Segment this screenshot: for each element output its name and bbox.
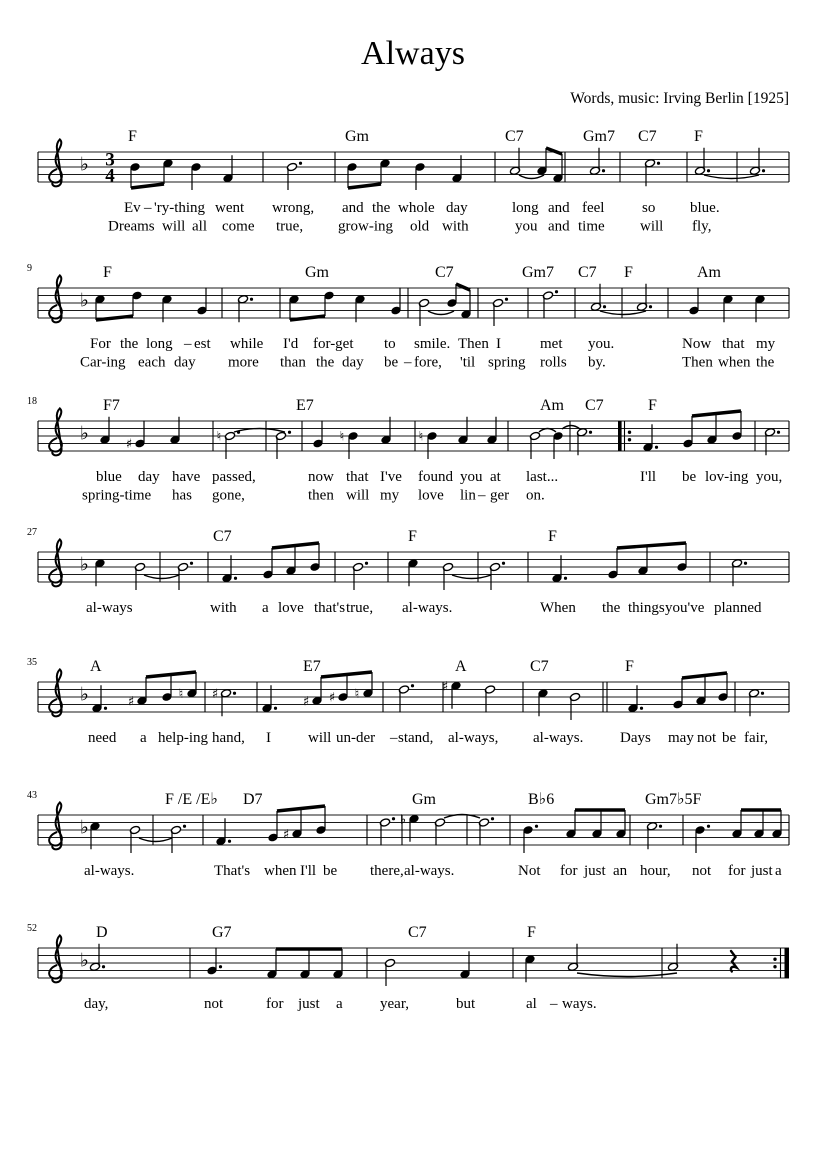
- measure-number: 35: [27, 657, 37, 668]
- staff-system-5: [27, 657, 789, 746]
- lyric-syllable-v1: for: [728, 863, 746, 879]
- lyric-syllable-v1: al-ways.: [533, 730, 584, 746]
- lyric-syllable-v1: al-ways.: [402, 600, 453, 616]
- accidental-#: ♯: [441, 679, 449, 695]
- augmentation-dot: [102, 965, 105, 968]
- chord-symbol: F: [548, 528, 557, 545]
- time-signature-denominator: 4: [105, 165, 115, 187]
- lyric-syllable-v2: will: [640, 218, 664, 235]
- lyric-syllable-v1: not: [204, 996, 224, 1012]
- lyric-syllable-v2: by.: [588, 354, 606, 371]
- lyric-syllable-v1: stand,: [398, 730, 434, 746]
- lyric-syllable-v2: spring-time: [82, 487, 152, 504]
- lyric-syllable-v1: for: [560, 863, 578, 879]
- lyric-syllable-v1: the: [372, 200, 391, 216]
- repeat-dot: [628, 431, 631, 434]
- lyric-syllable-v1: you've: [665, 600, 705, 616]
- lyric-syllable-v2: more: [228, 354, 259, 371]
- lyric-syllable-v1: there,: [370, 863, 404, 879]
- lyric-syllable-v1: –: [550, 996, 558, 1012]
- lyric-syllable-v1: wrong,: [272, 200, 315, 216]
- lyric-syllable-v1: smile.: [414, 336, 451, 352]
- augmentation-dot: [233, 692, 236, 695]
- accidental-#: ♯: [302, 694, 310, 710]
- lyric-syllable-v2: day: [174, 354, 196, 371]
- lyric-syllable-v1: while: [230, 336, 264, 352]
- accidental-#: ♯: [282, 827, 290, 843]
- composer-credit: Words, music: Irving Berlin [1925]: [570, 90, 789, 107]
- lyric-syllable-v1: Ev: [124, 200, 141, 216]
- lyric-syllable-v1: not: [692, 863, 712, 879]
- lyric-syllable-v2: spring: [488, 354, 526, 371]
- lyric-syllable-v2: Car-ing: [80, 354, 126, 371]
- lyric-syllable-v2: lin: [460, 487, 476, 504]
- lyric-syllable-v1: an: [613, 863, 628, 879]
- chord-symbol: Gm7♭5F: [645, 791, 702, 808]
- tie: [234, 429, 285, 433]
- lyric-syllable-v2: will: [346, 487, 370, 504]
- lyric-syllable-v2: rolls: [540, 354, 567, 371]
- beam: [348, 184, 381, 188]
- lyric-syllable-v1: when: [264, 863, 297, 879]
- augmentation-dot: [762, 169, 765, 172]
- lyric-syllable-v1: Now: [682, 336, 712, 352]
- augmentation-dot: [659, 825, 662, 828]
- measure-number: 9: [27, 263, 32, 274]
- augmentation-dot: [491, 817, 494, 820]
- lyric-syllable-v1: a: [262, 600, 269, 616]
- lyric-syllable-v1: and: [548, 200, 570, 216]
- lyric-syllable-v2: Dreams: [108, 218, 155, 235]
- lyric-syllable-v1: Days: [620, 730, 651, 746]
- augmentation-dot: [288, 431, 291, 434]
- key-signature-flat: ♭: [80, 153, 89, 176]
- lyric-syllable-v2: will: [162, 218, 186, 235]
- chord-symbol: F /E /E♭: [165, 791, 218, 808]
- accidental-n: ♮: [418, 429, 424, 445]
- lyric-syllable-v2: the: [316, 354, 335, 371]
- augmentation-dot: [505, 298, 508, 301]
- lyric-syllable-v2: on.: [526, 487, 545, 504]
- lyric-syllable-v1: have: [172, 469, 201, 485]
- lyric-syllable-v1: met: [540, 336, 563, 352]
- augmentation-dot: [761, 692, 764, 695]
- chord-symbol: C7: [213, 528, 232, 545]
- lyric-syllable-v2: –: [478, 487, 486, 504]
- lyric-syllable-v1: day: [446, 200, 468, 216]
- quarter-rest: [731, 951, 737, 972]
- lyric-syllable-v2: –: [404, 354, 412, 371]
- lyric-syllable-v2: love: [418, 487, 444, 504]
- lyric-syllable-v1: hour,: [640, 863, 671, 879]
- treble-clef-icon: [49, 935, 62, 982]
- lyric-syllable-v1: When: [540, 600, 576, 616]
- accidental-n: ♮: [354, 686, 360, 702]
- lyric-syllable-v2: you: [515, 218, 538, 235]
- measure-number: 27: [27, 527, 37, 538]
- lyric-syllable-v1: that: [346, 469, 369, 485]
- chord-symbol: F: [694, 128, 703, 145]
- lyric-syllable-v1: passed,: [212, 469, 256, 485]
- lyric-syllable-v1: just: [584, 863, 606, 879]
- lyric-syllable-v2: with: [442, 218, 469, 235]
- repeat-dot: [773, 965, 776, 968]
- chord-symbol: G7: [212, 924, 232, 941]
- lyric-syllable-v1: That's: [214, 863, 251, 879]
- chord-symbol: Am: [697, 264, 721, 281]
- treble-clef-icon: [49, 802, 62, 849]
- lyric-syllable-v1: went: [215, 200, 245, 216]
- accidental-n: ♮: [216, 429, 222, 445]
- accidental-#: ♯: [127, 694, 135, 710]
- lyric-syllable-v1: –: [144, 200, 152, 216]
- lyric-syllable-v2: 'til: [460, 354, 476, 371]
- augmentation-dot: [219, 965, 222, 968]
- lyric-syllable-v1: I've: [380, 469, 402, 485]
- lyric-syllable-v1: last...: [526, 469, 559, 485]
- chord-symbol: C7: [638, 128, 657, 145]
- key-signature-flat: ♭: [80, 422, 89, 445]
- augmentation-dot: [640, 707, 643, 710]
- lyric-syllable-v1: planned: [714, 600, 762, 616]
- tie: [139, 838, 172, 842]
- augmentation-dot: [411, 684, 414, 687]
- repeat-dot: [773, 958, 776, 961]
- lyric-syllable-v1: al: [526, 996, 537, 1012]
- lyric-syllable-v1: Then: [458, 336, 489, 352]
- augmentation-dot: [535, 825, 538, 828]
- lyric-syllable-v1: un-der: [336, 730, 376, 746]
- lyric-syllable-v1: true,: [346, 600, 374, 616]
- lyric-syllable-v1: I'd: [283, 336, 299, 352]
- augmentation-dot: [589, 431, 592, 434]
- tie: [539, 429, 556, 433]
- key-signature-flat: ♭: [80, 553, 89, 576]
- beam: [290, 316, 325, 320]
- lyric-syllable-v1: 'ry-thing: [154, 200, 206, 216]
- lyric-syllable-v1: to: [384, 336, 396, 352]
- chord-symbol: Gm: [305, 264, 329, 281]
- beam: [96, 316, 133, 320]
- lyric-syllable-v2: true,: [276, 218, 304, 235]
- lyric-syllable-v1: be: [722, 730, 737, 746]
- augmentation-dot: [365, 562, 368, 565]
- treble-clef-icon: [49, 539, 62, 586]
- lyric-syllable-v1: a: [140, 730, 147, 746]
- beam: [617, 543, 686, 548]
- systems-container: [27, 128, 789, 1012]
- lyric-syllable-v2: time: [578, 218, 605, 235]
- chord-symbol: A: [455, 658, 467, 675]
- augmentation-dot: [299, 162, 302, 165]
- lyric-syllable-v2: has: [172, 487, 192, 504]
- lyric-syllable-v1: found: [418, 469, 453, 485]
- chord-symbol: F: [648, 397, 657, 414]
- lyric-syllable-v1: day: [138, 469, 160, 485]
- augmentation-dot: [564, 577, 567, 580]
- accidental-b: ♭: [399, 812, 407, 828]
- beam: [546, 148, 562, 154]
- piece-title: Always: [361, 35, 465, 72]
- lyric-syllable-v1: just: [751, 863, 773, 879]
- lyric-syllable-v1: be: [323, 863, 338, 879]
- staff-system-6: [27, 790, 789, 879]
- chord-symbol: D: [96, 924, 108, 941]
- lyric-syllable-v1: you: [460, 469, 483, 485]
- lyric-syllable-v1: al-ways,: [448, 730, 499, 746]
- lyric-syllable-v1: I: [496, 336, 501, 352]
- lyric-syllable-v1: things: [628, 600, 665, 616]
- lyric-syllable-v1: lov-ing: [705, 469, 749, 485]
- lyric-syllable-v2: when: [718, 354, 751, 371]
- measure-number: 18: [27, 396, 37, 407]
- chord-symbol: D7: [243, 791, 263, 808]
- augmentation-dot: [649, 305, 652, 308]
- chord-symbol: C7: [505, 128, 524, 145]
- lyric-syllable-v1: that: [722, 336, 745, 352]
- accidental-#: ♯: [211, 686, 219, 702]
- chord-symbol: C7: [435, 264, 454, 281]
- lyric-syllable-v1: you.: [588, 336, 615, 352]
- augmentation-dot: [228, 840, 231, 843]
- staff-system-7: [27, 923, 789, 1012]
- lyric-syllable-v2: the: [756, 354, 775, 371]
- lyric-syllable-v2: Then: [682, 354, 713, 371]
- accidental-#: ♯: [328, 690, 336, 706]
- augmentation-dot: [603, 305, 606, 308]
- treble-clef-icon: [49, 275, 62, 322]
- chord-symbol: C7: [585, 397, 604, 414]
- key-signature-flat: ♭: [80, 289, 89, 312]
- lyric-syllable-v1: so: [642, 200, 656, 216]
- augmentation-dot: [707, 169, 710, 172]
- lyric-syllable-v2: than: [280, 354, 306, 371]
- lyric-syllable-v1: with: [210, 600, 237, 616]
- lyric-syllable-v1: my: [756, 336, 776, 352]
- lyric-syllable-v1: –: [390, 730, 398, 746]
- chord-symbol: Gm: [412, 791, 436, 808]
- lyric-syllable-v2: all: [192, 218, 207, 235]
- accidental-n: ♮: [178, 686, 184, 702]
- lyric-syllable-v1: help-ing: [158, 730, 208, 746]
- lyric-syllable-v1: for: [266, 996, 284, 1012]
- treble-clef-icon: [49, 139, 62, 186]
- lyric-syllable-v1: I'll: [640, 469, 657, 485]
- lyric-syllable-v2: fly,: [692, 218, 712, 235]
- tie: [519, 175, 544, 179]
- staff-system-3: [27, 396, 789, 504]
- lyric-syllable-v2: gone,: [212, 487, 245, 504]
- lyric-syllable-v1: love: [278, 600, 304, 616]
- lyric-syllable-v1: al-ways.: [84, 863, 135, 879]
- lyric-syllable-v2: fore,: [414, 354, 442, 371]
- accidental-n: ♮: [339, 429, 345, 445]
- lyric-syllable-v1: long: [146, 336, 173, 352]
- lyric-syllable-v1: need: [88, 730, 117, 746]
- lyric-syllable-v1: year,: [380, 996, 409, 1012]
- augmentation-dot: [392, 817, 395, 820]
- chord-symbol: A: [90, 658, 102, 675]
- augmentation-dot: [502, 562, 505, 565]
- lyric-syllable-v1: a: [336, 996, 343, 1012]
- beam: [131, 184, 164, 188]
- augmentation-dot: [234, 577, 237, 580]
- staff-system-2: [27, 263, 789, 371]
- augmentation-dot: [777, 431, 780, 434]
- lyric-syllable-v1: al-ways.: [404, 863, 455, 879]
- lyric-syllable-v1: but: [456, 996, 476, 1012]
- lyric-syllable-v1: blue.: [690, 200, 720, 216]
- chord-symbol: F: [625, 658, 634, 675]
- lyric-syllable-v1: blue: [96, 469, 122, 485]
- lyric-syllable-v1: –: [184, 336, 192, 352]
- chord-symbol: Gm7: [522, 264, 554, 281]
- augmentation-dot: [190, 562, 193, 565]
- tie: [452, 575, 491, 579]
- chord-symbol: E7: [303, 658, 321, 675]
- chord-symbol: Am: [540, 397, 564, 414]
- lyric-syllable-v1: the: [120, 336, 139, 352]
- lyric-syllable-v1: may: [668, 730, 694, 746]
- lyric-syllable-v1: just: [298, 996, 320, 1012]
- lyric-syllable-v2: my: [380, 487, 400, 504]
- lyric-syllable-v1: Not: [518, 863, 541, 879]
- staff-system-4: [27, 527, 789, 616]
- lyric-syllable-v2: and: [548, 218, 570, 235]
- augmentation-dot: [555, 290, 558, 293]
- lyric-syllable-v1: For: [90, 336, 111, 352]
- lyric-syllable-v1: al-ways: [86, 600, 133, 616]
- lyric-syllable-v1: hand,: [212, 730, 245, 746]
- chord-symbol: Gm7: [583, 128, 615, 145]
- repeat-dot: [628, 438, 631, 441]
- measure-number: 43: [27, 790, 37, 801]
- chord-symbol: C7: [578, 264, 597, 281]
- lyric-syllable-v1: I'll: [300, 863, 317, 879]
- lyric-syllable-v1: at: [490, 469, 501, 485]
- lyric-syllable-v1: ways.: [562, 996, 597, 1012]
- chord-symbol: F: [408, 528, 417, 545]
- lyric-syllable-v1: you,: [756, 469, 783, 485]
- lyric-syllable-v2: old: [410, 218, 430, 235]
- augmentation-dot: [250, 298, 253, 301]
- lyric-syllable-v1: the: [602, 600, 621, 616]
- augmentation-dot: [183, 825, 186, 828]
- chord-symbol: F: [128, 128, 137, 145]
- treble-clef-icon: [49, 669, 62, 716]
- chord-symbol: F: [624, 264, 633, 281]
- tie: [428, 311, 454, 315]
- tie: [144, 575, 179, 579]
- repeat-end-barline: [785, 948, 790, 978]
- lyric-syllable-v1: est: [194, 336, 211, 352]
- augmentation-dot: [744, 562, 747, 565]
- lyric-syllable-v2: day: [342, 354, 364, 371]
- key-signature-flat: ♭: [80, 816, 89, 839]
- measure-number: 52: [27, 923, 37, 934]
- chord-symbol: E7: [296, 397, 314, 414]
- lyric-syllable-v1: whole: [398, 200, 435, 216]
- lyric-syllable-v2: ger: [490, 487, 510, 504]
- beam: [456, 284, 470, 290]
- lyric-syllable-v1: long: [512, 200, 539, 216]
- time-signature-numerator: 3: [105, 149, 115, 171]
- augmentation-dot: [707, 825, 710, 828]
- staff-system-1: [38, 128, 789, 235]
- chord-symbol: Gm: [345, 128, 369, 145]
- lyric-syllable-v2: grow-ing: [338, 218, 393, 235]
- lyric-syllable-v1: be: [682, 469, 697, 485]
- tie: [600, 311, 646, 315]
- augmentation-dot: [274, 707, 277, 710]
- repeat-start-barline: [618, 421, 622, 451]
- lyric-syllable-v1: I: [266, 730, 271, 746]
- lyric-syllable-v2: then: [308, 487, 334, 504]
- augmentation-dot: [657, 162, 660, 165]
- chord-symbol: F: [527, 924, 536, 941]
- lyric-syllable-v2: be: [384, 354, 399, 371]
- lyric-syllable-v1: not: [697, 730, 717, 746]
- lyric-syllable-v1: and: [342, 200, 364, 216]
- key-signature-flat: ♭: [80, 683, 89, 706]
- accidental-#: ♯: [125, 437, 133, 452]
- chord-symbol: C7: [408, 924, 427, 941]
- lyric-syllable-v1: will: [308, 730, 332, 746]
- chord-symbol: B♭6: [528, 791, 555, 808]
- augmentation-dot: [104, 707, 107, 710]
- key-signature-flat: ♭: [80, 949, 89, 972]
- lyric-syllable-v2: come: [222, 218, 255, 235]
- treble-clef-icon: [49, 408, 62, 455]
- chord-symbol: F: [103, 264, 112, 281]
- augmentation-dot: [655, 446, 658, 449]
- lyric-syllable-v1: fair,: [744, 730, 768, 746]
- chord-symbol: C7: [530, 658, 549, 675]
- augmentation-dot: [602, 169, 605, 172]
- lyric-syllable-v1: day,: [84, 996, 109, 1012]
- lyric-syllable-v1: a: [775, 863, 782, 879]
- chord-symbol: F7: [103, 397, 120, 414]
- lyric-syllable-v1: that's: [314, 600, 346, 616]
- tie: [704, 175, 759, 179]
- lyric-syllable-v1: now: [308, 469, 334, 485]
- lyric-syllable-v1: feel: [582, 200, 605, 216]
- lyric-syllable-v2: each: [138, 354, 166, 371]
- lyric-syllable-v1: for-get: [313, 336, 354, 352]
